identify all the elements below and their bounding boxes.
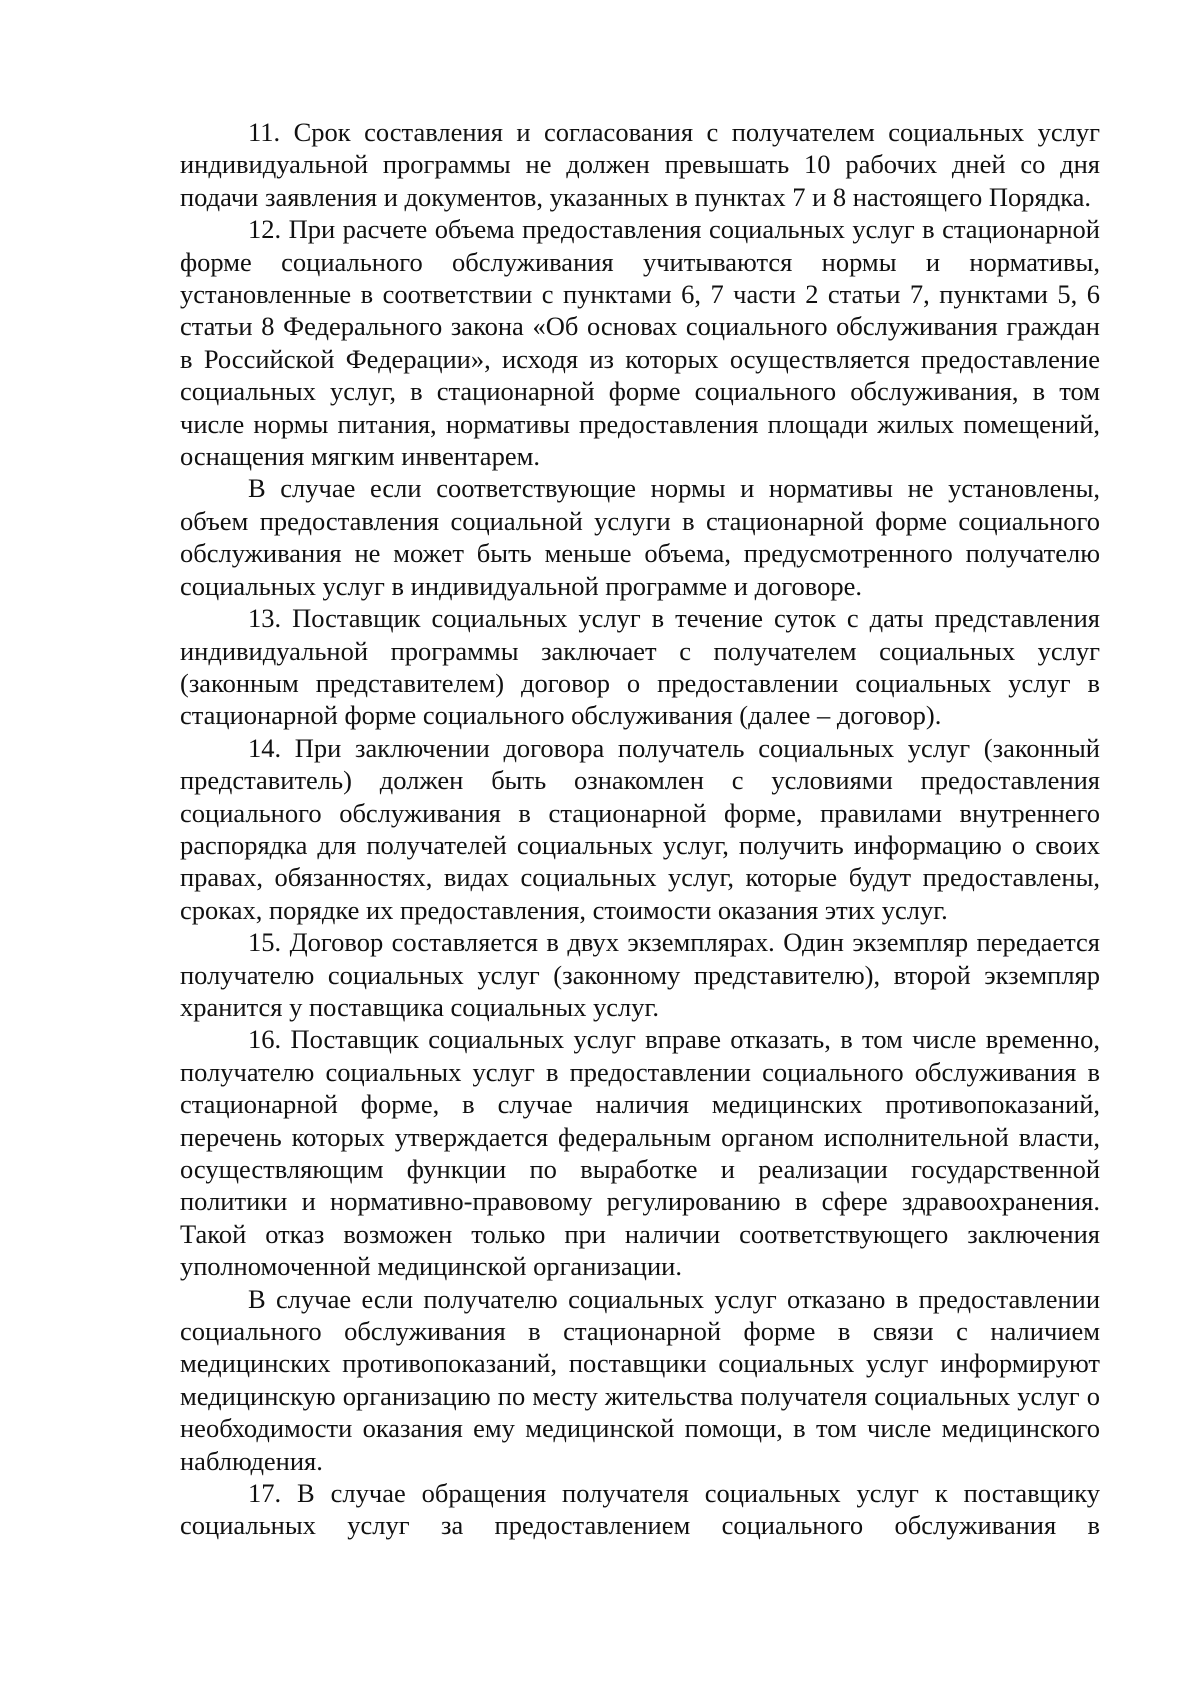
paragraph-16-continued: В случае если получателю социальных услуг отказано в предоставлении социального обслуживания в стационарной форме в связи с наличием медицинских противопоказаний, поставщики социальных услуг информируют медицинскую организацию по месту жительства получателя социальных услуг о необходимости оказания ему медицинской помощи, в том числе медицинского наблюдения. — [180, 1283, 1100, 1476]
paragraph-13: 13. Поставщик социальных услуг в течение суток с даты представления индивидуальной программы заключает с получателем социальных услуг (законным представителем) договор о предоставлении социальных услуг в стационарной форме социального обслуживания (далее – договор). — [180, 603, 1100, 731]
paragraph-17: 17. В случае обращения получателя социальных услуг к поставщику социальных услуг за предоставлением социального обслуживания в — [180, 1478, 1100, 1541]
paragraph-14: 14. При заключении договора получатель социальных услуг (законный представитель) должен быть ознакомлен с условиями предоставления социального обслуживания в стационарной форме, правилами внутреннего распорядка для получателей социальных услуг, получить информацию о своих правах, обязанностях, видах социальных услуг, которые будут предоставлены, сроках, порядке их предоставления, стоимости оказания этих услуг. — [180, 732, 1100, 925]
document-body — [180, 116, 1100, 1542]
paragraph-11: 11. Срок составления и согласования с получателем социальных услуг индивидуальной программы не должен превышать 10 рабочих дней со дня подачи заявления и документов, указанных в пунктах 7 и 8 настоящего Порядка. — [180, 117, 1100, 212]
paragraph-12: 12. При расчете объема предоставления социальных услуг в стационарной форме социального обслуживания учитываются нормы и нормативы, установленные в соответствии с пунктами 6, 7 части 2 статьи 7, пунктами 5, 6 статьи 8 Федерального закона «Об основах социального обслуживания граждан в Российской Федерации», исходя из которых осуществляется предоставление социальных услуг, в стационарной форме социального обслуживания, в том числе нормы питания, нормативы предоставления площади жилых помещений, оснащения мягким инвентарем. — [180, 214, 1100, 472]
paragraph-15: 15. Договор составляется в двух экземплярах. Один экземпляр передается получателю социальных услуг (законному представителю), второй экземпляр хранится у поставщика социальных услуг. — [180, 927, 1100, 1022]
paragraph-12-continued: В случае если соответствующие нормы и нормативы не установлены, объем предоставления социальной услуги в стационарной форме социального обслуживания не может быть меньше объема, предусмотренного получателю социальных услуг в индивидуальной программе и договоре. — [180, 473, 1100, 601]
paragraph-16: 16. Поставщик социальных услуг вправе отказать, в том числе временно, получателю социальных услуг в предоставлении социального обслуживания в стационарной форме, в случае наличия медицинских противопоказаний, перечень которых утверждается федеральным органом исполнительной власти, осуществляющим функции по выработке и реализации государственной политики и нормативно-правовому регулированию в сфере здравоохранения. Такой отказ возможен только при наличии соответствующего заключения уполномоченной медицинской организации. — [180, 1024, 1100, 1282]
